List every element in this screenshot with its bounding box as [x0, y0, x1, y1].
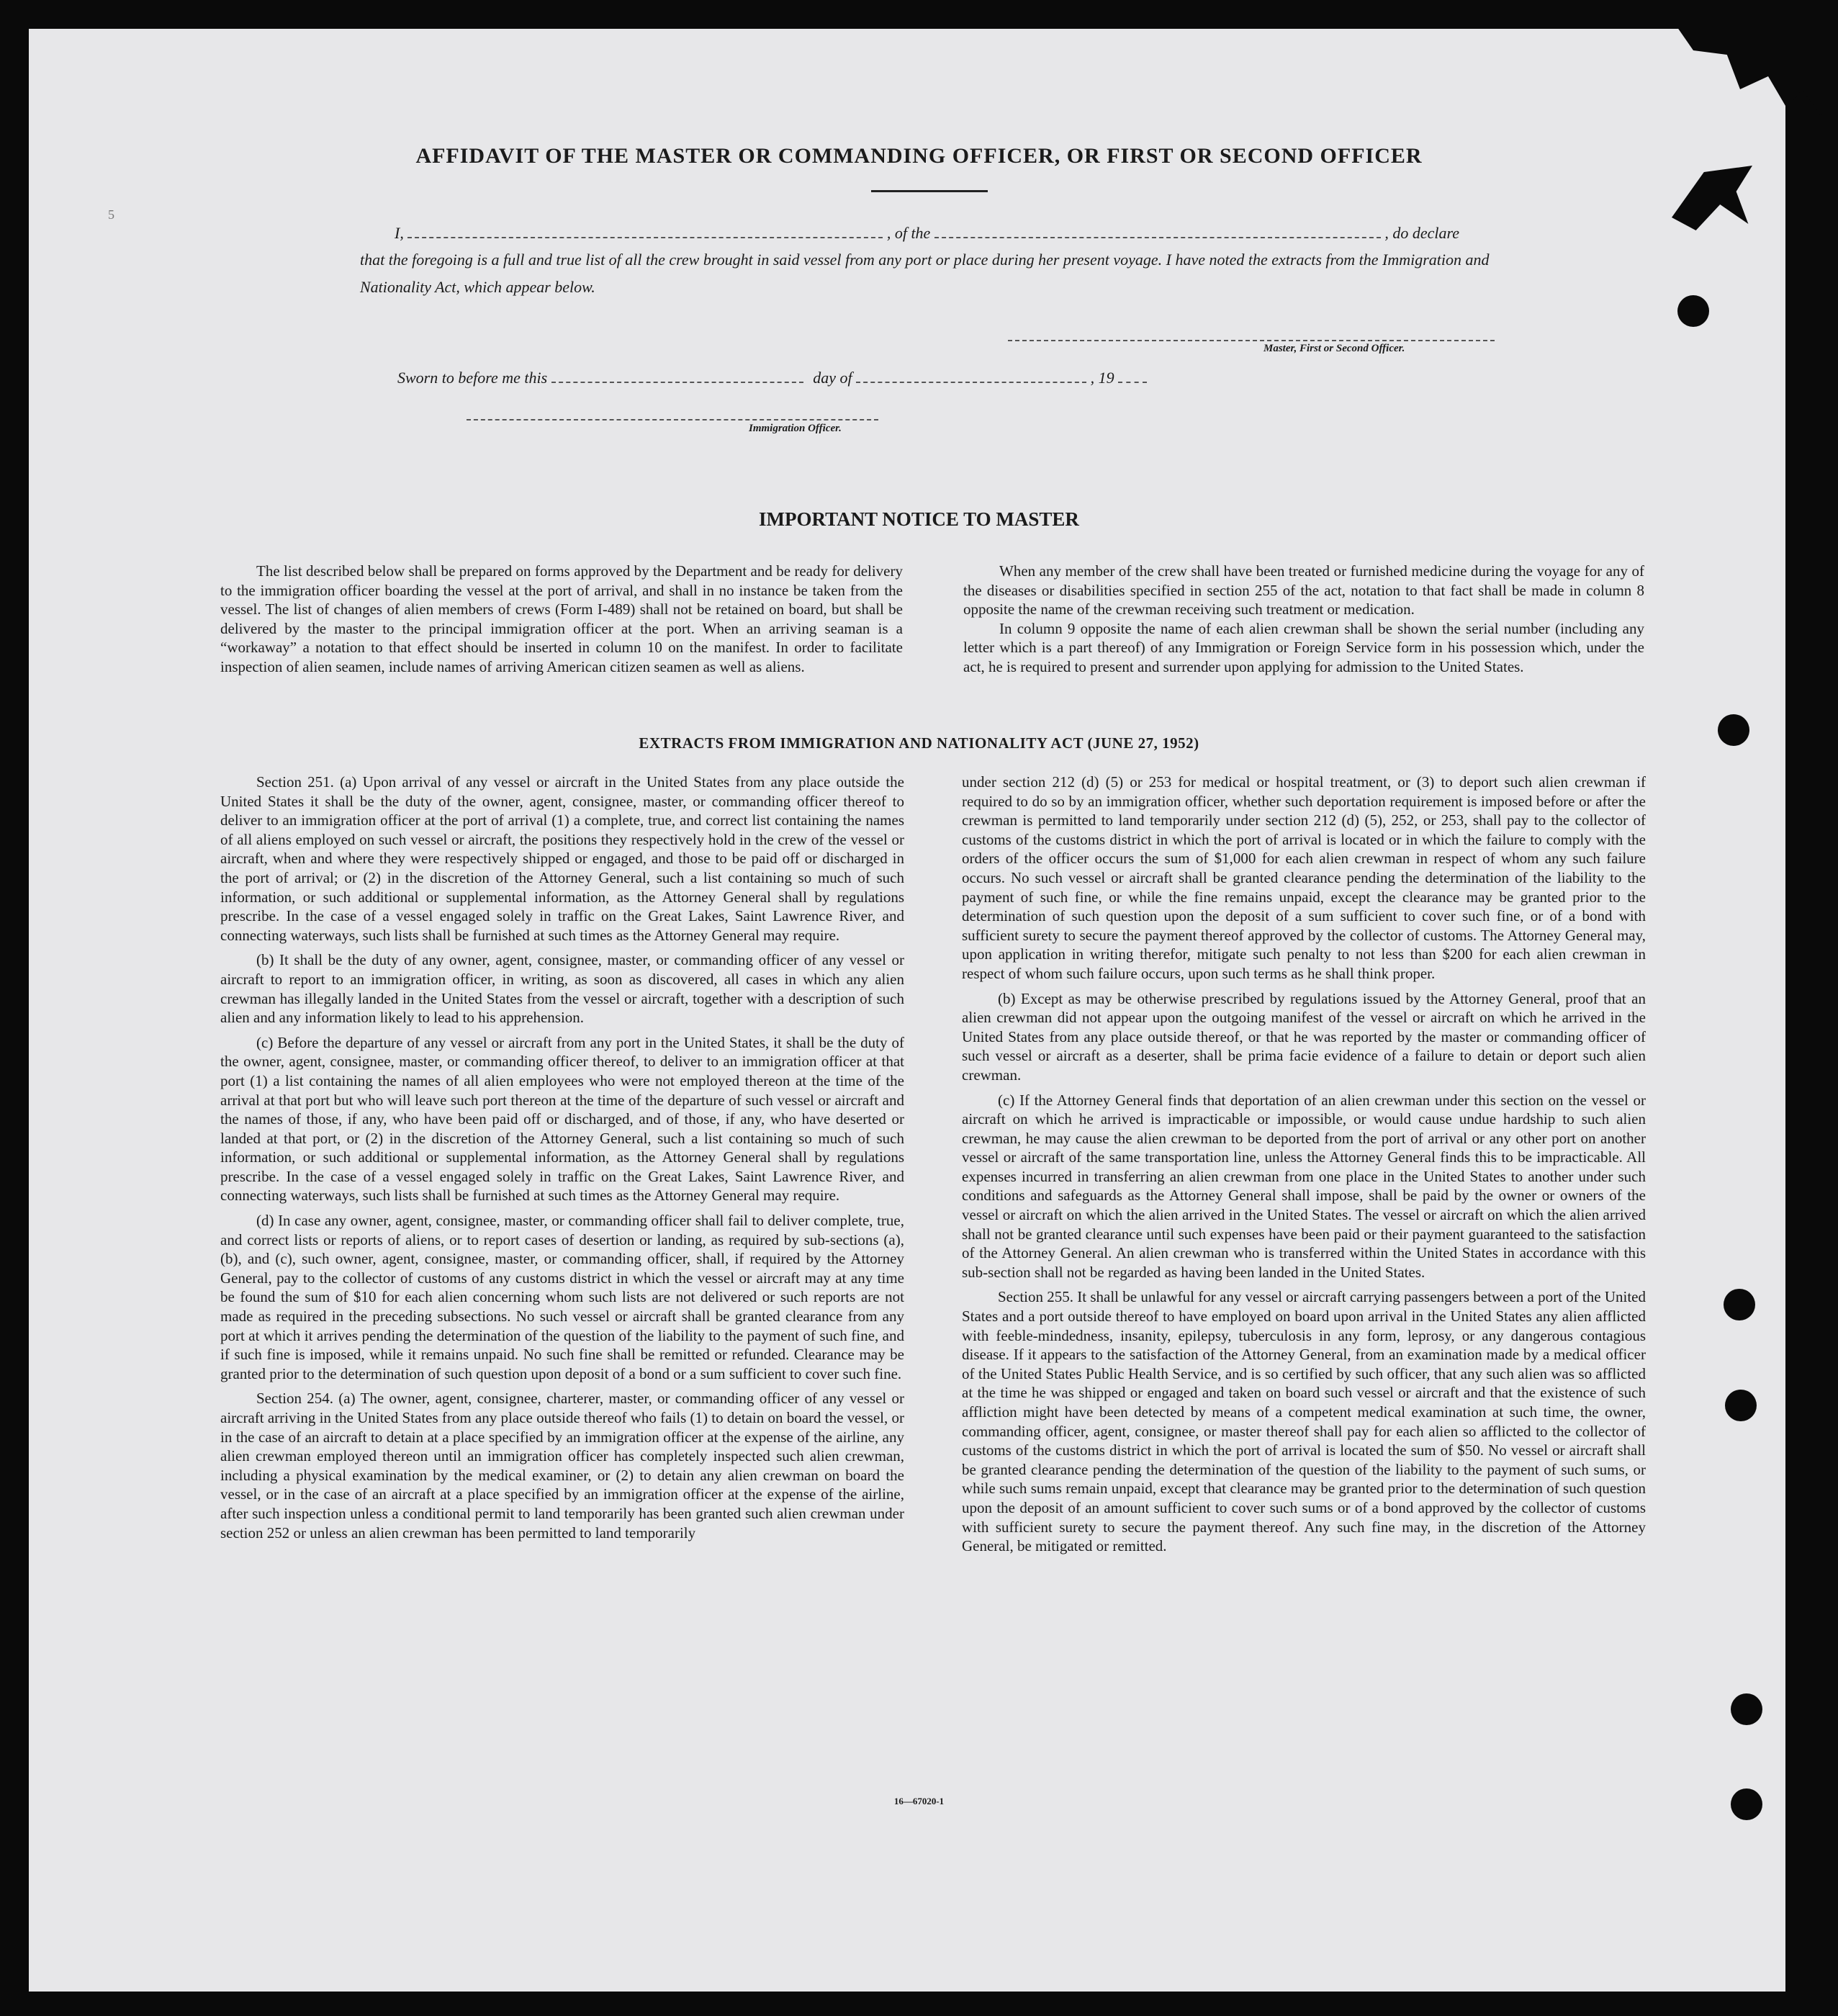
do-declare-label: , do declare — [1384, 224, 1459, 242]
extract-paragraph: under section 212 (d) (5) or 253 for medical or hospital treatment, or (3) to deport such alien crewman if required to do so by an immigration officer, whether such deportation requirement is imposed before or after the crewman is permitted to land temporarily under section 212 (d) (5), 252, or 253, shall pay to the collector of customs of the customs district in which the port of arrival is located or in which the failure to comply with the orders of the officer occurs the sum of $1,000 for each alien crewman in respect of whom any such failure occurs. No such vessel or aircraft shall be granted clearance pending the determination of the liability to the payment of such fine, or while the fine remains unpaid, except the clearance may be granted prior to the determination of such question upon the deposit of a sum sufficient to cover such fine, or of a bond with sufficient surety to secure the payment thereof approved by the collector of customs. The Attorney General may, upon application in writing therefor, mitigate such penalty to not less than $200 for each alien crewman in respect of whom such failure occurs, upon such terms as he shall think proper. — [962, 773, 1646, 982]
extract-paragraph: Section 255. It shall be unlawful for any vessel or aircraft carrying passengers between a port of the United States and a port outside thereof to have employed on board upon arrival in the United States any alien afflicted with feeble-mindedness, insanity, epilepsy, tuberculosis in any form, leprosy, or any dangerous contagious disease. If it appears to the satisfaction of the Attorney General, from an examination made by a medical officer of the United States Public Health Service, and is so certified by such officer, that any such alien was so afflicted at the time he was shipped or engaged and taken on board such vessel or aircraft and that the existence of such affliction might have been detected by means of a competent medical examination at such time, the owner, commanding officer, agent, consignee, or master thereof shall pay for each alien so afflicted to the collector of customs of the customs district in which the port of arrival is located the sum of $50. No vessel or aircraft shall be granted clearance pending the determination of the question of the liability to the payment of such sums, or while such sums remain unpaid, except that clearance may be granted prior to the determination of such question upon the deposit of an amount sufficient to cover such sums or of a bond approved by the collector of customs with sufficient surety to secure the payment thereof. Any such fine may, in the discretion of the Attorney General, be mitigated or remitted. — [962, 1288, 1646, 1555]
sworn-line — [397, 364, 1535, 392]
punch-hole — [1677, 295, 1709, 327]
i-label: I, — [395, 224, 404, 242]
master-signature-label: Master, First or Second Officer. — [1263, 343, 1405, 354]
master-signature-line[interactable] — [1008, 340, 1495, 341]
day-of-label: day of — [813, 369, 852, 387]
punch-hole — [1725, 1390, 1757, 1421]
punch-hole — [1724, 1289, 1755, 1320]
notice-title: IMPORTANT NOTICE TO MASTER — [759, 508, 1079, 530]
extracts-title: EXTRACTS FROM IMMIGRATION AND NATIONALITY ACT (JUNE 27, 1952) — [639, 734, 1199, 752]
extract-paragraph: (c) Before the departure of any vessel or aircraft from any port in the United States, it shall be the duty of the owner, agent, consignee, master, or commanding officer thereof, to deliver to an immigration officer at that port (1) a list containing the names of all alien employees who were not employed thereon at the time of the arrival at that port but who will leave such port thereon at the time of the departure of such vessel or aircraft and the names of those, if any, who have been paid off or discharged, and of those, if any, who have deserted or landed at that port, or (2) in the discretion of the Attorney General, such a list containing so much of such information, or such additional or supplemental information, as the Attorney General shall by regulations prescribe. In the case of a vessel engaged solely in traffic on the Great Lakes, Saint Lawrence River, and connecting waterways, such lists shall be furnished at such times as the Attorney General may require. — [220, 1033, 904, 1205]
vessel-name-field[interactable] — [934, 236, 1381, 238]
notice-right-column — [963, 562, 1644, 677]
sworn-year-field[interactable] — [1118, 381, 1147, 383]
sworn-label: Sworn to before me this — [397, 369, 548, 387]
notice-right-paragraph-2: In column 9 opposite the name of each alien crewman shall be shown the serial number (including any letter which is a part thereof) of any Immigration or Foreign Service form in his possession which, under the act, he is required to present and surrender upon applying for admission to the United States. — [963, 619, 1644, 675]
affidavit-title: AFFIDAVIT OF THE MASTER OR COMMANDING OFFICER, OR FIRST OR SECOND OFFICER — [415, 144, 1423, 168]
officer-signature-label: Immigration Officer. — [749, 423, 842, 434]
notice-left-column — [220, 562, 903, 677]
form-code: 16—67020-1 — [893, 1796, 945, 1806]
sworn-day-field[interactable] — [551, 381, 803, 383]
sworn-month-field[interactable] — [856, 381, 1086, 383]
declaration-line — [395, 220, 1496, 247]
declaration-text: that the foregoing is a full and true list of all the crew brought in said vessel from any port or place during her present voyage. I have noted the extracts from the Immigration and Nationality Act, which appear below. — [360, 251, 1490, 296]
extract-paragraph: Section 251. (a) Upon arrival of any vessel or aircraft in the United States from any place outside the United States it shall be the duty of the owner, agent, consignee, master, or commanding officer thereof to deliver to an immigration officer at the port of arrival (1) a complete, true, and correct list containing the names of all aliens employed on such vessel or aircraft, the positions they respectively hold in the crew of the vessel or aircraft, when and where they were respectively shipped or engaged, and those to be paid off or discharged in the port of arrival; or (2) in the discretion of the Attorney General, such a list containing so much of such information, or such additional or supplemental information, as the Attorney General shall by regulations prescribe. In the case of a vessel engaged solely in traffic on the Great Lakes, Saint Lawrence River, and connecting waterways, such lists shall be furnished at such times as the Attorney General may require. — [220, 773, 904, 944]
margin-mark: 5 — [108, 207, 114, 222]
declarant-name-field[interactable] — [407, 236, 883, 238]
extract-paragraph: (b) Except as may be otherwise prescribed by regulations issued by the Attorney General, proof that an alien crewman did not appear upon the outgoing manifest of the vessel or aircraft on which he arrived in the United States from any place outside thereof, or that he was reported by the master or commanding officer of such vessel or aircraft as a deserter, shall be prima facie evidence of a failure to detain or deport such alien crewman. — [962, 989, 1646, 1084]
officer-signature-line[interactable] — [467, 419, 878, 420]
extract-paragraph: (c) If the Attorney General finds that deportation of an alien crewman under this section on the vessel or aircraft on which he arrived is impracticable or impossible, or would cause undue hardship to such alien crewman, he may cause the alien crewman to be deported from the port of arrival or any other port on another vessel or aircraft of the same transportation line, unless the Attorney General finds this to be impracticable. All expenses incurred in transferring an alien crewman from one place in the United States to another under such conditions and safeguards as the Attorney General shall impose, shall be paid by the owner or owners of the vessel or aircraft on which the alien arrived in the United States. The vessel or aircraft on which the alien arrived shall not be granted clearance until such expenses have been paid or their payment guaranteed to the satisfaction of the Attorney General. An alien crewman who is transferred within the United States in accordance with this sub-section shall not be regarded as having been landed in the United States. — [962, 1091, 1646, 1281]
of-the-label: , of the — [886, 224, 931, 242]
title-rule — [871, 190, 988, 192]
extract-paragraph: Section 254. (a) The owner, agent, consignee, charterer, master, or commanding officer of any vessel or aircraft arriving in the United States from any place outside thereof who fails (1) to detain on board the vessel, or in the case of an aircraft to detain at a place specified by an immigration officer at the expense of the airline, any alien crewman employed thereon until an immigration officer has completely inspected such alien crewman, including a physical examination by the medical examiner, or (2) to detain any alien crewman on board the vessel, or in the case of an aircraft at a place specified by an immigration officer at the expense of the airline, after such inspection unless a conditional permit to land temporarily has been granted such alien crewman under section 252 or unless an alien crewman has been permitted to land temporarily — [220, 1390, 904, 1542]
notice-right-paragraph-1: When any member of the crew shall have been treated or furnished medicine during the voyage for any of the diseases or disabilities specified in section 255 of the act, notation to that fact shall be made in column 8 opposite the name of the crewman receiving such treatment or medication. — [963, 562, 1644, 618]
extract-paragraph: (b) It shall be the duty of any owner, agent, consignee, master, or commanding officer of any vessel or aircraft to report to an immigration officer, in writing, as soon as discovered, all cases in which any alien crewman has illegally landed in the United States from the vessel or aircraft, together with a description of such alien and any information likely to lead to his apprehension. — [220, 951, 904, 1027]
extracts-left-column — [220, 773, 904, 1548]
punch-hole — [1731, 1693, 1762, 1725]
extract-paragraph: (d) In case any owner, agent, consignee, master, or commanding officer shall fail to deliver complete, true, and correct lists or reports of aliens, or to report cases of desertion or landing, as required by sub-sections (a), (b), and (c), such owner, agent, consignee, master, or commanding officer, shall, if required by the Attorney General, pay to the collector of customs of any customs district in which the vessel or aircraft may at any time be found the sum of $10 for each alien concerning whom such lists are not delivered or such reports are not made as required in the preceding subsections. No such vessel or aircraft shall be granted clearance from any port at which it arrives pending the determination of the question of the liability to the payment of such fine, and if such fine is imposed, while it remains unpaid. No such fine shall be remitted or refunded. Clearance may be granted prior to the determination of such question upon deposit of a bond or a sum sufficient to cover such fine. — [220, 1212, 904, 1382]
year-label: , 19 — [1090, 369, 1114, 387]
notice-left-paragraph: The list described below shall be prepared on forms approved by the Department and be ready for delivery to the immigration officer boarding the vessel at the port of arrival, and shall in no instance be taken from the vessel. The list of changes of alien members of crews (Form I-489) shall not be retained on board, but shall be delivered by the master to the principal immigration officer at the port. When an arriving seaman is a “workaway” a notation to that effect should be inserted in column 10 on the manifest. In order to facilitate inspection of alien seamen, include names of arriving American citizen seamen as well as aliens. — [220, 562, 903, 675]
extracts-right-column — [962, 773, 1646, 1562]
